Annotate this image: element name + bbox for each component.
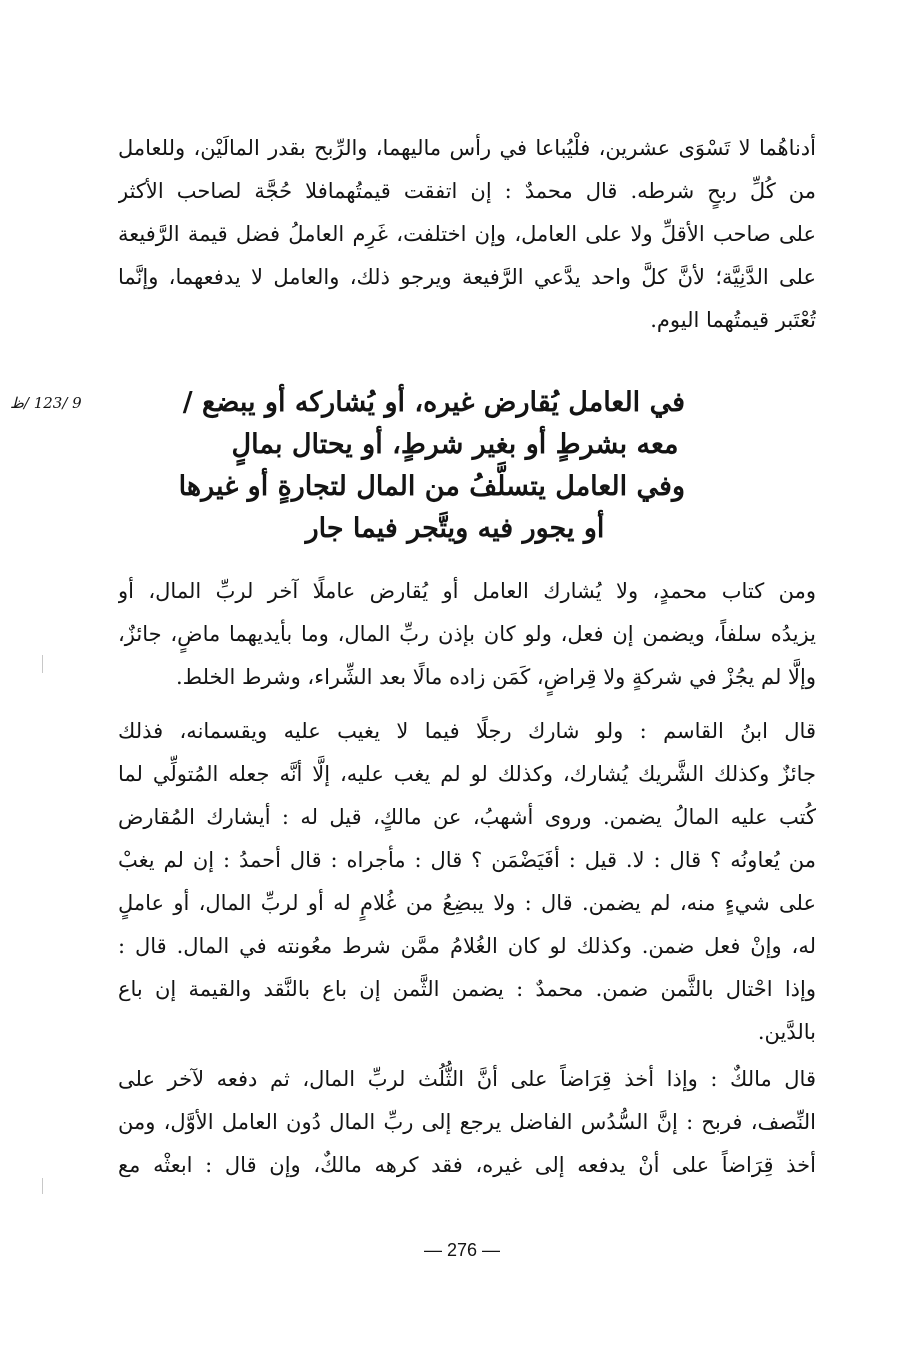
text-line: قال مالكٌ : وإذا أخذ قِرَاضاً على أنَّ الثُّلُث لربِّ المال، ثم دفعه لآخر على xyxy=(118,1067,816,1091)
scan-gutter-mark xyxy=(42,1178,43,1194)
text-line: من كُلِّ ربحٍ شرطه. قال محمدٌ : إن اتفقت قيمتُهمافلا حُجَّة لصاحب الأكثر xyxy=(118,179,816,203)
text-line: على شيءٍ منه، لم يضمن. قال : ولا يبضِعُ من غُلامٍ له أو لربِّ المال، أو عاملٍ xyxy=(118,891,816,915)
scan-gutter-mark xyxy=(42,655,43,673)
margin-folio-note: 9 /123 /ظ xyxy=(10,394,82,412)
paragraph-3 xyxy=(118,710,816,1054)
text-line: من يُعاونُه ؟ قال : لا. قيل : أفَيَضْمَن ؟ قال : مأجراه : قال أحمدُ : إن لم يغبْ xyxy=(118,848,816,872)
text-line: على الدَّنِيَّة؛ لأنَّ كلَّ واحد يدَّعي الرَّفيعة ويرجو ذلك، والعامل لا يدفعهما، وإنَّما xyxy=(118,265,816,289)
paragraph-2 xyxy=(118,570,816,699)
heading-line: في العامل يُقارض غيره، أو يُشاركه أو يبضع / xyxy=(182,387,685,418)
text-line: جائزٌ وكذلك الشَّريك يُشارك، وكذلك لو لم يغب عليه، إلَّا أنَّه جعله المُتولِّي لما xyxy=(118,762,816,786)
heading-line: أو يجور فيه ويتَّجر فيما جار xyxy=(305,513,605,544)
text-line: كُتب عليه المالُ يضمن. وروى أشهبُ، عن مالكٍ، قيل له : أيشارك المُقارض xyxy=(118,805,816,829)
text-line: وإذا احْتال بالثَّمن ضمن. محمدٌ : يضمن الثَّمن إن باع بالنَّقد والقيمة إن باع xyxy=(118,977,816,1001)
paragraph-4 xyxy=(118,1058,816,1187)
heading-line: معه بشرطٍ أو بغير شرطٍ، أو يحتال بمالٍ xyxy=(231,429,679,460)
text-line: على صاحب الأقلِّ ولا على العامل، وإن اختلفت، غَرِم العاملُ فضل قيمة الرَّفيعة xyxy=(118,222,816,246)
text-line: يزيدُه سلفاً، ويضمن إن فعل، ولو كان بإذن ربِّ المال، وما بأيديهما ماضٍ، جائزٌ، xyxy=(118,622,816,646)
text-line: ومن كتاب محمدٍ، ولا يُشارك العامل أو يُقارض عاملًا آخر لربِّ المال، أو xyxy=(118,579,816,603)
text-line: وإلَّا لم يجُزْ في شركةٍ ولا قِراضٍ، كَمَن زاده مالًا بعد الشِّراء، وشرط الخلط. xyxy=(175,665,816,689)
text-line: النِّصف، فربح : إنَّ السُّدُس الفاضل يرجع إلى ربِّ المال دُون العامل الأوَّل، ومن xyxy=(118,1110,816,1134)
page-number: — 276 — xyxy=(423,1240,501,1260)
text-line: أخذ قِرَاضاً على أنْ يدفعه إلى غيره، فقد كرهه مالكٌ، وإن قال : ابعثْه مع xyxy=(118,1153,816,1177)
text-line: تُعْتَبر قيمتُهما اليوم. xyxy=(650,308,816,332)
section-heading xyxy=(178,382,685,550)
text-line: قال ابنُ القاسم : ولو شارك رجلًا فيما لا يغيب عليه ويقسمانه، فذلك xyxy=(118,719,816,743)
text-line: له، وإنْ فعل ضمن. وكذلك لو كان الغُلامُ ممَّن شرط معُونته في المال. قال : xyxy=(118,934,816,958)
text-line: أدناهُما لا تَسْوَى عشرين، فلْيُباعا في رأس ماليهما، والرِّبح بقدر المالَيْن، وللعامل xyxy=(118,136,816,160)
text-line: بالدَّين. xyxy=(757,1020,816,1044)
heading-line: وفي العامل يتسلَّفُ من المال لتجارةٍ أو غيرها xyxy=(178,471,685,502)
paragraph-1 xyxy=(118,127,816,342)
